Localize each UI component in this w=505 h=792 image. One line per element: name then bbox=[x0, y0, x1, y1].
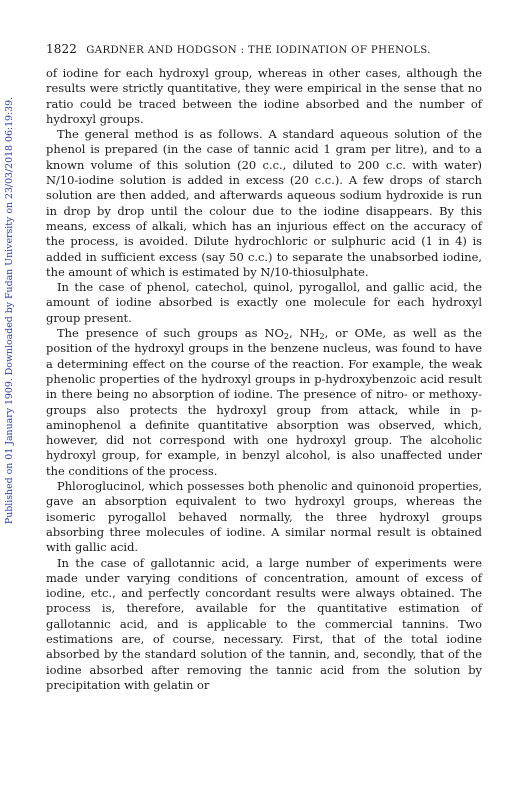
subscript-no2: 2 bbox=[283, 332, 289, 342]
paragraph-4-text-c: , or OMe, as well as the position of the hydroxyl groups in the benzene nucleus, was found to have a determining effect on the course of the reaction. For example, the weak phenolic properties of the hydroxyl groups in p-hydroxybenzoic acid result in there being no absorption of iodine. The presence of nitro- or methoxy-groups also protects the hydroxyl group from attack, while in p-aminophenol a definite quantitative absorption was observed, which, however, did not correspond with one hydroxyl group. The alcoholic hydroxyl group, for example, in benzyl alcohol, is also unaffected under the conditions of the process. bbox=[46, 326, 483, 478]
subscript-nh2: 2 bbox=[319, 332, 325, 342]
page-number: 1822 bbox=[46, 42, 77, 56]
watermark-text: Published on 01 January 1909. Downloaded by Fudan University on 23/03/2018 06:19:39. bbox=[4, 96, 16, 524]
running-title: GARDNER AND HODGSON : THE IODINATION OF PHENOLS. bbox=[86, 45, 431, 56]
article-body bbox=[46, 66, 482, 693]
paragraph-6: In the case of gallotannic acid, a large number of experiments were made under varying conditions of concentration, amount of excess of iodine, etc., and perfectly concordant results were always obtained. The process is, therefore, available for the quantitative estimation of gallotannic acid, and is applicable to the commercial tannins. Two estimations are, of course, necessary. First, that of the total iodine absorbed by the standard solution of the tannin, and, secondly, that of the iodine absorbed after removing the tannic acid from the solution by precipitation with gelatin or bbox=[46, 555, 482, 692]
paragraph-4 bbox=[46, 326, 482, 479]
paragraph-4-text-a: The presence of such groups as NO bbox=[57, 326, 284, 341]
paragraph-1: of iodine for each hydroxyl group, whereas in other cases, although the results were strictly quantitative, they were empirical in the sense that no ratio could be traced between the iodine absorbed and the number of hydroxyl groups. bbox=[46, 66, 482, 126]
download-watermark bbox=[3, 95, 17, 525]
paragraph-2: The general method is as follows. A standard aqueous solution of the phenol is prepared (in the case of tannic acid 1 gram per litre), and to a known volume of this solution (20 c.c., diluted to 200 c.c. with water) N/10-iodine solution is added in excess (20 c.c.). A few drops of starch solution are then added, and afterwards aqueous sodium hydroxide is run in drop by drop until the colour due to the iodine disappears. By this means, excess of alkali, which has an injurious effect on the accuracy of the process, is avoided. Dilute hydrochloric or sulphuric acid (1 in 4) is added in sufficient excess (say 50 c.c.) to separate the unabsorbed iodine, the amount of which is estimated by N/10-thiosulphate. bbox=[46, 127, 482, 279]
paragraph-3: In the case of phenol, catechol, quinol, pyrogallol, and gallic acid, the amount of iodine absorbed is exactly one molecule for each hydroxyl group present. bbox=[46, 280, 482, 325]
paragraph-4-text-b: , NH bbox=[288, 326, 320, 341]
running-header bbox=[46, 42, 482, 56]
paragraph-5: Phloroglucinol, which possesses both phenolic and quinonoid properties, gave an absorption equivalent to two hydroxyl groups, whereas the isomeric pyrogallol behaved normally, the three hydroxyl groups absorbing three molecules of iodine. A similar normal result is obtained with gallic acid. bbox=[46, 479, 482, 555]
